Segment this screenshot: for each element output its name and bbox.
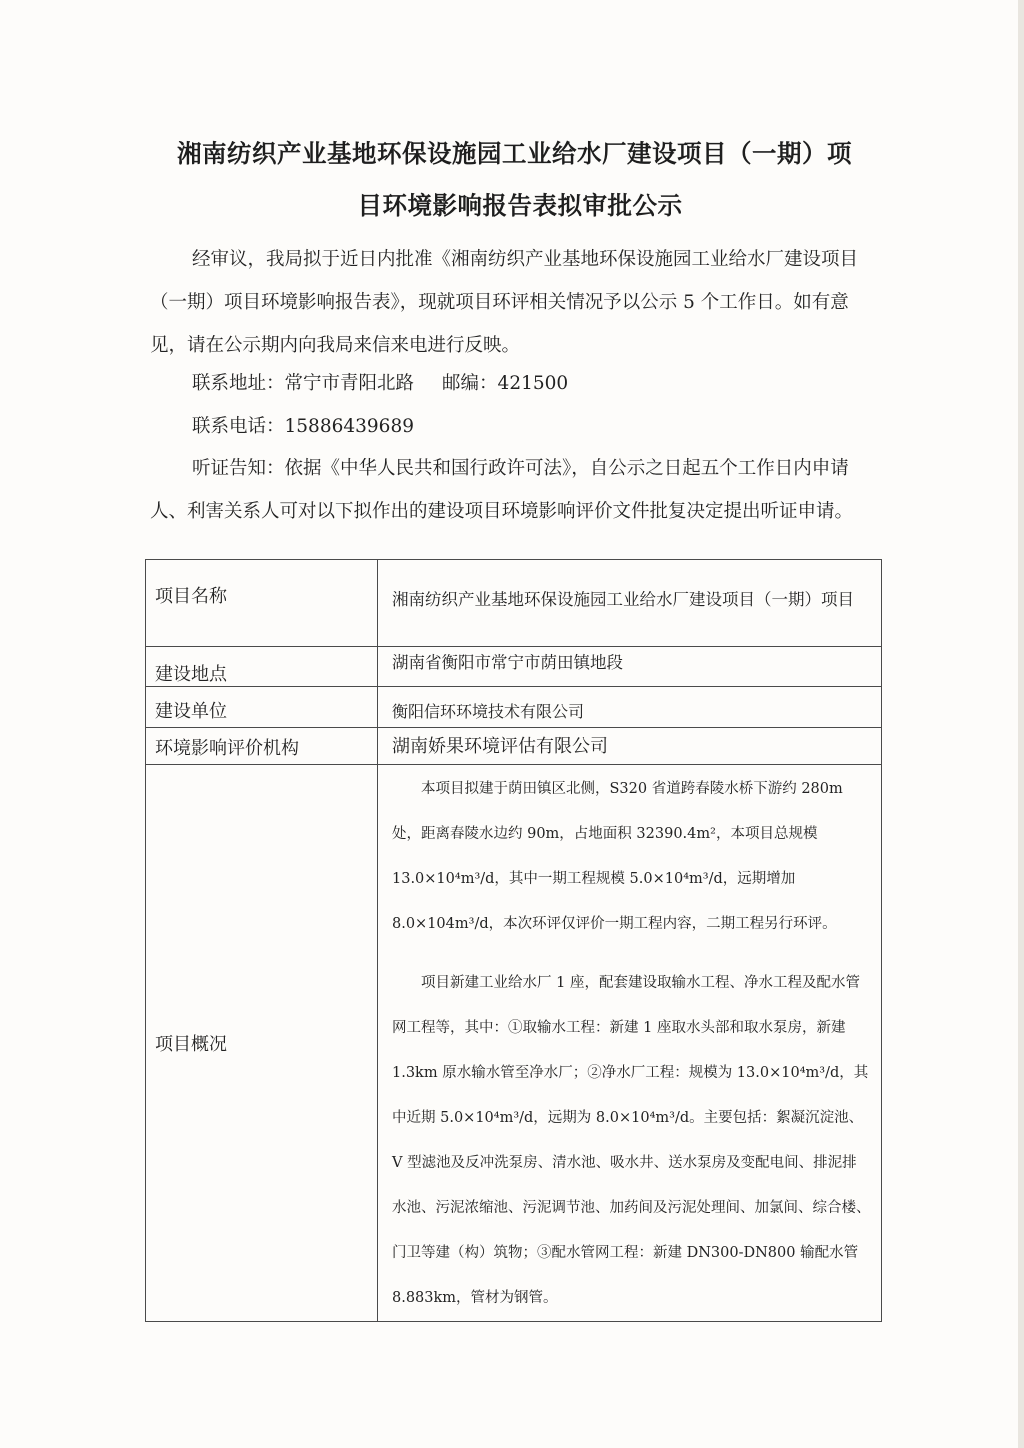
row-label-location: 建设地点	[155, 664, 227, 685]
row-value-builder: 衡阳信环环境技术有限公司	[392, 702, 585, 721]
intro-paragraph: 经审议，我局拟于近日内批准《湘南纺织产业基地环保设施园工业给水厂建设项目（一期）项目环境影响报告表》，现就项目环评相关情况予以公示 5 个工作日。如有意见，请在公示期内向我局来信来电进行反映。	[150, 249, 859, 356]
table-row	[146, 647, 882, 687]
phone-label: 联系电话：	[192, 416, 285, 437]
table-row	[146, 560, 882, 647]
title-line-2: 目环境影响报告表拟审批公示	[357, 191, 683, 220]
title-line-1: 湘南纺织产业基地环保设施园工业给水厂建设项目（一期）项	[177, 139, 852, 168]
row-value-eia-agency: 湖南娇果环境评估有限公司	[392, 736, 608, 757]
address-value: 常宁市青阳北路	[284, 373, 415, 394]
phone-value: 15886439689	[284, 416, 414, 437]
document-title	[150, 128, 890, 232]
project-info-table	[145, 559, 882, 1322]
contact-phone-line	[192, 405, 414, 448]
hearing-notice: 听证告知：依据《中华人民共和国行政许可法》，自公示之日起五个工作日内申请人、利害关系人可对以下拟作出的建设项目环境影响评价文件批复决定提出听证申请。	[150, 458, 854, 522]
contact-address-line	[192, 362, 568, 405]
row-value-location: 湖南省衡阳市常宁市荫田镇地段	[392, 653, 623, 672]
row-label-builder: 建设单位	[155, 701, 227, 722]
page-edge	[1018, 0, 1024, 1448]
overview-paragraph-2: 项目新建工业给水厂 1 座，配套建设取输水工程、净水工程及配水管网工程等，其中：①取输水工程：新建 1 座取水头部和取水泵房，新建 1.3km 原水输水管至净水厂；②净水厂工程：规模为 13.0×10⁴m³/d，其中近期 5.0×10⁴m³/d，远期为 8.0×10⁴m³/d。主要包括：絮凝沉淀池、V 型滤池及反冲洗泵房、清水池、吸水井、送水泵房及变配电间、排泥排水池、污泥浓缩池、污泥调节池、加药间及污泥处理间、加氯间、综合楼、门卫等建（构）筑物；③配水管网工程：新建 DN300-DN800 输配水管 8.883km，管材为钢管。	[392, 975, 871, 1306]
table-row	[146, 765, 882, 1322]
row-label-overview: 项目概况	[155, 1034, 227, 1055]
table-row	[146, 728, 882, 765]
row-label-project-name: 项目名称	[155, 586, 227, 607]
row-value-project-name: 湘南纺织产业基地环保设施园工业给水厂建设项目（一期）项目	[392, 590, 854, 609]
postcode-label: 邮编：	[442, 373, 498, 394]
address-label: 联系地址：	[192, 373, 285, 394]
overview-paragraph-1: 本项目拟建于荫田镇区北侧，S320 省道跨春陵水桥下游约 280m 处，距离春陵水边约 90m，占地面积 32390.4m²，本项目总规模 13.0×10⁴m³/d，其中一期工程规模 5.0×10⁴m³/d，远期增加 8.0×104m³/d，本次环评仅评价一期工程内容，二期工程另行环评。	[392, 781, 843, 932]
table-row	[146, 687, 882, 728]
row-label-eia-agency: 环境影响评价机构	[155, 738, 299, 759]
postcode-value: 421500	[497, 373, 569, 394]
